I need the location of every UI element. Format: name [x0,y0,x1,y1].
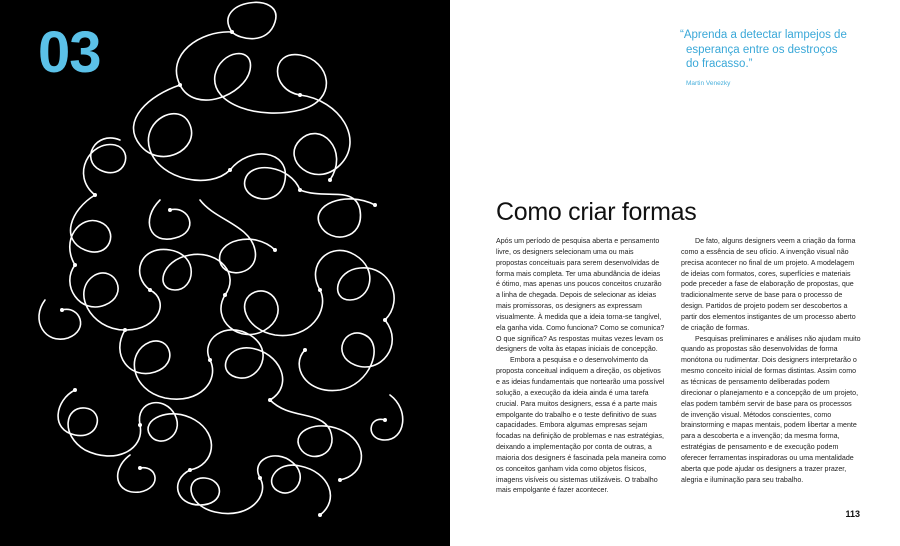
quote-line: “Aprenda a detectar lampejos de [680,29,847,41]
right-page [450,0,900,546]
body-paragraph: Após um período de pesquisa aberta e pensamento livre, os designers selecionam uma ou mais propostas conceituais para serem desenvolvidas de forma mais completa. Ter uma abundância de ideias é ótimo, mas apenas uns poucos conceitos cruzarão a linha de chegada. Depois de selecionar as ideias mais promissoras, os designers as expressam visualmente. À medida que a ideia torna-se tangível, ela ganha vida. Como funciona? Como se comunica? O que significa? As respostas muitas vezes levam os designers de volta às etapas iniciais de concepção. [496,237,665,354]
section-title: Como criar formas [496,198,697,226]
body-paragraph: Embora a pesquisa e o desenvolvimento da proposta conceitual indiquem a direção, os objetivos e as ideias fundamentais que nortearão uma possível solução, a execução da ideia ainda é uma tarefa crucial. Para muitos designers, essa é a parte mais empolgante do trabalho e o teste definitivo de suas capacidades. Embora algumas empresas sejam focadas na definição de problemas e nas estratégias, deixando a implementação por conta de outras, a maioria dos designers é fascinada pela maneira como os conceitos ganham vida como objetos físicos, imagens visíveis ou sistemas utilizáveis. O trabalho mais empolgante é fazer acontecer. [496,356,666,495]
page-number: 113 [845,509,860,519]
quote-line: do fracasso.” [686,58,753,70]
body-paragraph: Pesquisas preliminares e análises não ajudam muito quando as propostas são desenvolvidas de forma monótona ou rudimentar. Dois designers interpretarão o mesmo conceito inicial de formas distintas. Assim como as técnicas de pensamento deliberadas podem direcionar o planejamento e a concepção de um projeto, elas podem também servir de base para os processos de invenção visual. Métodos conscientes, como brainstorming e mapas mentais, podem libertar a mente para a descoberta e a invenção; da mesma forma, estratégias de pensamento e de execução podem oferecer ferramentas inspiradoras ou uma mentalidade aberta que pode ajudar os designers a trazer prazer, alegria e iluminação para seu trabalho. [681,334,861,484]
body-column-left [496,236,666,496]
chapter-number: 03 [38,20,101,85]
body-column-right [681,236,861,485]
quote-author: Martin Venezky [686,80,731,87]
epigraph-quote [680,28,880,72]
body-paragraph: De fato, alguns designers veem a criação da forma como a essência de seu ofício. A invenção visual não precisa acontecer no final de um projeto. A modelagem de ideias com formatos, cores, superfícies e materiais pode preceder a fase de elaboração de propostas, que tradicionalmente serve de base para o processo de design. Partidos de projeto podem ser descobertos a partir dos elementos instigantes de um processo aberto de criação de formas. [681,237,856,332]
quote-line: esperança entre os destroços [686,43,838,56]
